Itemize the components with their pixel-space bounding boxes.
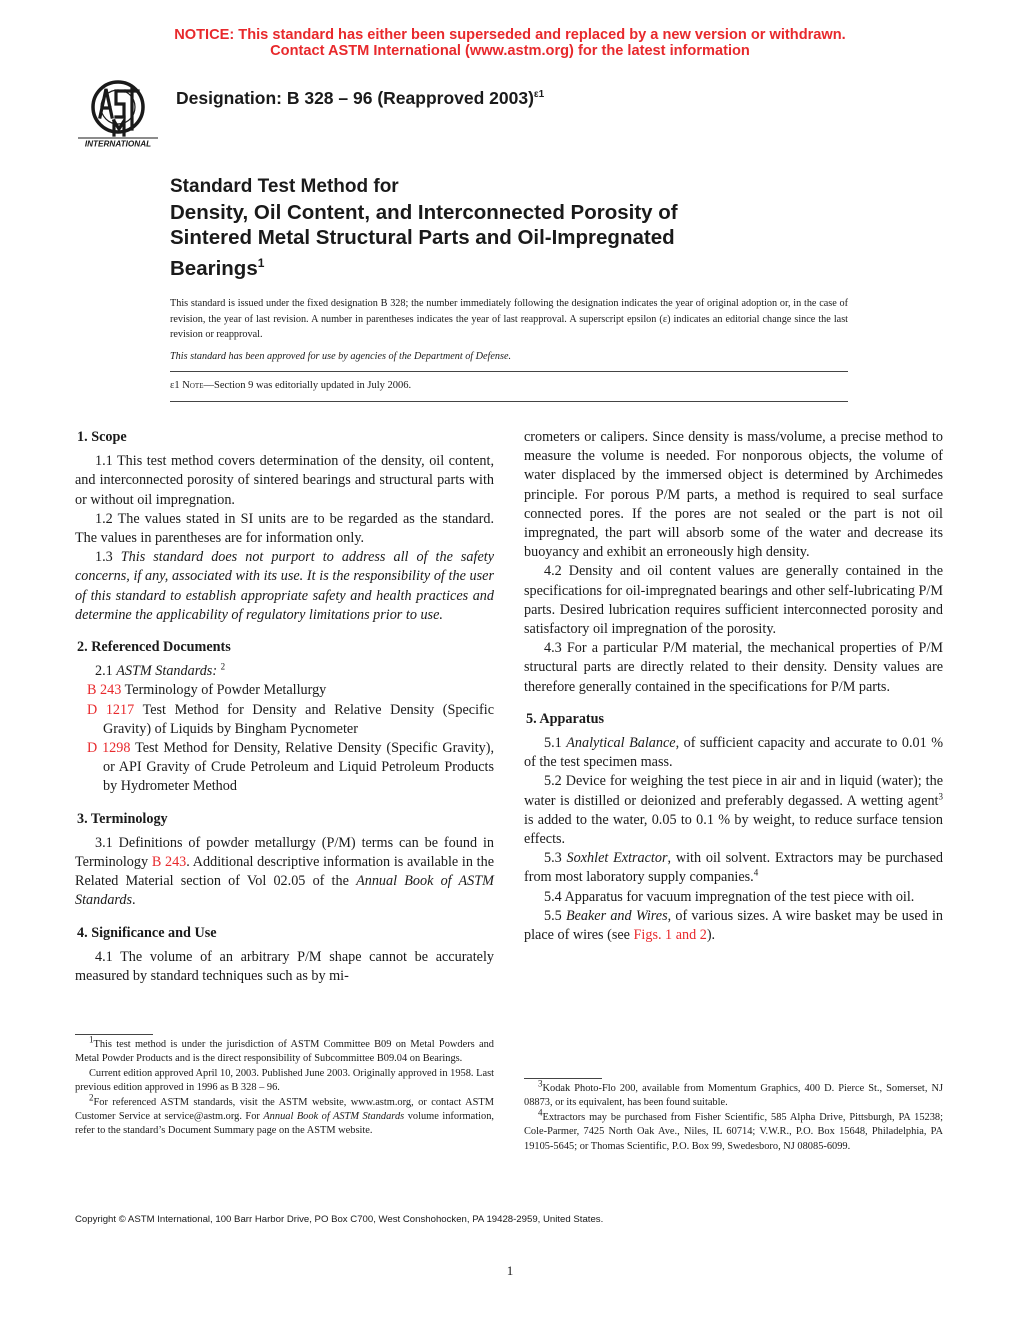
page-number: 1 <box>506 1263 514 1278</box>
footnote-rule <box>524 1078 602 1079</box>
footnote-4-text: Extractors may be purchased from Fisher Scientific, 585 Alpha Drive, Pittsburgh, PA 15238; Cole-Parmer, 7425 North Oak Ave., Niles, IL 60714; V.W.R., P.O. Box 15648, Philadelphia, PA 19105-5645; or Thomas Scientific, P.O. Box 99, Swedesboro, NJ 08085-6099. <box>524 1111 943 1152</box>
para-1-3-num: 1.3 <box>95 549 113 566</box>
annual-book-title: Annual Book of ASTM Standards <box>75 873 494 909</box>
para-5-5 <box>524 907 943 945</box>
para-3-1-b: . Additional descriptive information is available in the Related Material section of Vol 02.05 of the <box>75 854 494 890</box>
designation-sup: ε1 <box>533 89 545 101</box>
para-5-5-text: , of various sizes. A wire basket may be used in place of wires (see <box>524 907 943 944</box>
notice-line-2: Contact ASTM International (www.astm.org) for the latest information <box>270 43 750 59</box>
para-2-1-num: 2.1 <box>95 663 113 680</box>
footnote-3-text: Kodak Photo-Flo 200, available from Momentum Graphics, 400 D. Pierce St., Somerset, NJ 08873, or its equivalent, has been found suitable. <box>524 1083 943 1109</box>
ref-code-link[interactable]: B 243 <box>87 682 122 699</box>
editorial-note <box>170 380 411 391</box>
para-5-5-term: Beaker and Wires <box>565 907 668 924</box>
para-5-2 <box>524 772 943 849</box>
footnote-1b: Current edition approved April 10, 2003. Published June 2003. Originally approved in 1958. Last previous edition approved in 1996 as B 328 – 96. <box>75 1067 494 1094</box>
para-5-1 <box>524 734 943 772</box>
footnote-2-b: volume information, refer to the standard’s Document Summary page on the ASTM website. <box>75 1111 494 1137</box>
para-3-1 <box>75 834 494 911</box>
footnote-rule <box>75 1034 153 1035</box>
notice-line-1: NOTICE: This standard has either been superseded and replaced by a new version or withdrawn. <box>174 27 846 43</box>
title-sup: 1 <box>257 255 265 270</box>
footnote-1-text: This test method is under the jurisdiction of ASTM Committee B09 on Metal Powders and Metal Powder Products and is the direct responsibility of Subcommittee B09.04 on Bearings. <box>75 1039 494 1065</box>
footnotes-left <box>75 1034 494 1139</box>
para-3-1-c: . <box>132 892 136 909</box>
ref-b243 <box>75 681 494 700</box>
issued-statement: This standard is issued under the fixed designation B 328; the number immediately following the designation indicates the year of original adoption or, in the case of revision, the year of last revision. A number in parentheses indicates the year of last reapproval. A superscript epsilon (ε) indicates an editorial change since the last revision or reapproval. <box>170 298 848 340</box>
para-5-3-num: 5.3 <box>544 850 567 867</box>
section-4-heading: 4. Significance and Use <box>77 924 217 941</box>
para-4-3: 4.3 For a particular P/M material, the mechanical properties of P/M structural parts are directly related to their density. Density values are therefore generally contained in the specifications for P/M parts. <box>524 640 943 695</box>
para-3-1-a: 3.1 Definitions of powder metallurgy (P/M) terms can be found in Terminology <box>75 834 494 871</box>
para-4-2: 4.2 Density and oil content values are generally contained in the specifications for oil-impregnated bearings and other self-lubricating P/M parts. Desired lubrication requires sufficient interconnected porosity and satisfactory oil impregnation of the porosity. <box>524 563 943 638</box>
ref-title: Test Method for Density and Relative Density (Specific Gravity) of Liquids by Bingham Pycnometer <box>103 701 495 737</box>
title-line-3: Sintered Metal Structural Parts and Oil-Impregnated <box>170 226 675 249</box>
footnote-4 <box>524 1107 943 1154</box>
b243-link[interactable]: B 243 <box>151 854 187 871</box>
left-column <box>75 428 494 986</box>
ref-title: Terminology of Powder Metallurgy <box>124 682 327 699</box>
para-1-2: 1.2 The values stated in SI units are to be regarded as the standard. The values in parentheses are for information only. <box>75 510 494 547</box>
edit-note-mark: ε1 <box>170 380 180 391</box>
section-1-heading: 1. Scope <box>77 429 127 445</box>
para-2-1-sup: 2 <box>220 661 226 672</box>
footnote-4-mark: 4 <box>538 1107 543 1118</box>
designation <box>176 88 544 109</box>
para-5-5-end: ). <box>706 927 716 944</box>
para-5-1-term: Analytical Balance <box>566 735 676 752</box>
footnote-4-ref: 4 <box>753 867 759 878</box>
footnote-3 <box>524 1078 943 1111</box>
para-5-3 <box>524 849 943 887</box>
header-rule-top <box>170 371 848 372</box>
edit-note-label: Note <box>182 380 204 391</box>
section-3-heading: 3. Terminology <box>77 810 168 827</box>
title-line-4 <box>170 251 930 281</box>
para-5-1-text: , of sufficient capacity and accurate to 0.01 % of the test specimen mass. <box>524 735 944 771</box>
ref-code-link[interactable]: D 1217 <box>87 701 135 718</box>
dod-approval-statement: This standard has been approved for use by agencies of the Department of Defense. <box>170 351 512 362</box>
ref-title: Test Method for Density, Relative Density (Specific Gravity), or API Gravity of Crude Petroleum and Liquid Petroleum Products by Hydrometer Method <box>103 740 495 795</box>
para-5-2-a: 5.2 Device for weighing the test piece in air and in liquid (water); the water is distilled or deionized and preferably degassed. A wetting agent <box>524 773 943 809</box>
section-5-heading: 5. Apparatus <box>526 710 605 727</box>
section-2-heading: 2. Referenced Documents <box>77 639 231 656</box>
footnote-2-it: Annual Book of ASTM Standards <box>263 1111 405 1123</box>
para-5-3-text: , with oil solvent. Extractors may be purchased from most laboratory supply companies. <box>524 850 943 886</box>
para-2-1-label: ASTM Standards: <box>116 663 218 680</box>
right-column <box>524 428 943 945</box>
logo-label: INTERNATIONAL <box>84 139 152 149</box>
para-1-3 <box>75 548 494 625</box>
header-rule-bottom <box>170 401 848 402</box>
para-5-5-num: 5.5 <box>544 907 566 924</box>
para-1-1: 1.1 This test method covers determination of the density, oil content, and interconnected porosity of sintered bearings and structural parts with or without oil impregnation. <box>75 453 494 508</box>
para-4-1-cont: crometers or calipers. Since density is mass/volume, a precise method to measure the volume is needed. For nonporous objects, the volume of water displaced by the immersed object is determined by Archimedes principle. For porous P/M parts, a method is required to seal surface connected pores. If the pores are not sealed or the part is not oil impregnated, the part will absorb some of the water and decrease its buoyancy and exhibit an erroneously high density. <box>524 429 943 561</box>
footnote-3-ref: 3 <box>938 790 943 801</box>
footnote-2-mark: 2 <box>89 1092 94 1103</box>
footnote-2-a: For referenced ASTM standards, visit the ASTM website, www.astm.org, or contact ASTM Customer Service at service@astm.org. For <box>75 1096 494 1123</box>
para-5-2-b: is added to the water, 0.05 to 0.1 % by weight, to reduce surface tension effects. <box>524 811 943 848</box>
edit-note-text: —Section 9 was editorially updated in July 2006. <box>203 380 412 391</box>
astm-logo <box>72 77 164 149</box>
para-5-1-num: 5.1 <box>544 735 567 752</box>
title-line-2: Density, Oil Content, and Interconnected Porosity of <box>170 200 678 224</box>
title-line-1: Standard Test Method for <box>170 176 399 197</box>
designation-text: Designation: B 328 – 96 (Reapproved 2003) <box>176 88 534 108</box>
para-1-3-text: This standard does not purport to address all of the safety concerns, if any, associated with its use. It is the responsibility of the user of this standard to establish appropriate safety and health practices and determine the applicability of regulatory limitations prior to use. <box>75 549 494 623</box>
copyright-line: Copyright © ASTM International, 100 Barr Harbor Drive, PO Box C700, West Conshohocken, PA 19428-2959, United States. <box>75 1214 604 1225</box>
figs-link[interactable]: Figs. 1 and 2 <box>633 927 707 944</box>
ref-d1298 <box>75 739 494 797</box>
ref-code-link[interactable]: D 1298 <box>87 740 131 757</box>
superseded-notice <box>0 27 1020 59</box>
footnote-1-mark: 1 <box>89 1034 94 1045</box>
footnotes-right <box>524 1078 943 1154</box>
footnote-2 <box>75 1092 494 1139</box>
footnote-1 <box>75 1034 494 1067</box>
para-2-1 <box>75 662 494 681</box>
footnote-3-mark: 3 <box>538 1078 543 1089</box>
document-title <box>170 174 930 281</box>
para-5-4: 5.4 Apparatus for vacuum impregnation of the test piece with oil. <box>544 888 915 905</box>
para-5-3-term: Soxhlet Extractor <box>566 850 668 867</box>
para-4-1-start: 4.1 The volume of an arbitrary P/M shape cannot be accurately measured by standard techniques such as by mi- <box>75 948 494 985</box>
title-line-4-text: Bearings <box>170 256 258 280</box>
ref-d1217 <box>75 701 494 739</box>
